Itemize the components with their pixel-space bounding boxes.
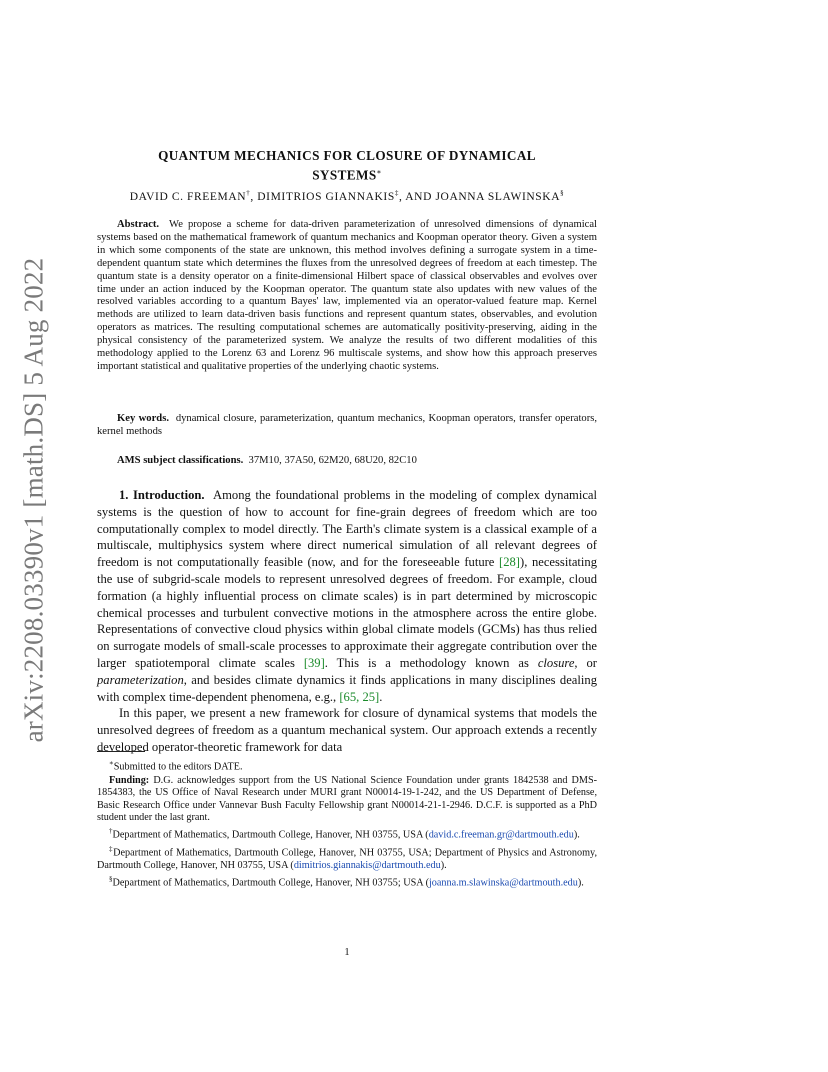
- arxiv-identifier: arXiv:2208.03390v1 [math.DS] 5 Aug 2022: [18, 257, 49, 743]
- page-number: 1: [344, 947, 350, 958]
- citation-link[interactable]: [65, 25]: [339, 689, 380, 704]
- abstract-label: Abstract.: [117, 219, 160, 230]
- abstract: [97, 219, 597, 374]
- email-link[interactable]: david.c.freeman.gr@dartmouth.edu: [428, 829, 574, 841]
- footnote-rule: [97, 751, 145, 752]
- paragraph: In this paper, we present a new framework for closure of dynamical systems that models the unresolved degrees of freedom as a quantum mechanical system. Our approach extends a recently developed operator-theoretic framework for data: [97, 706, 597, 754]
- email-link[interactable]: dimitrios.giannakis@dartmouth.edu: [293, 860, 441, 872]
- introduction-section: 1. Introduction. Among the foundational problems in the modeling of complex dynamical systems is the question of how to account for fine-grain degrees of freedom which are too computationally complex to model directly. The Earth's climate system is a classical example of a multiscale, multiphysics system where direct numerical simulation of all relevant degrees of freedom is not computationally feasible (now, and for the foreseeable future [28]), necessitating the use of subgrid-scale models to represent unresolved degrees of freedom. For example, cloud formation (a highly influential process on climate scales) is in part determined by microscopic chemical processes and turbulent convective motions in the atmosphere across the entire globe. Representations of convective cloud physics within global climate models (GCMs) has thus relied on surrogate models of small-scale processes to approximate their aggregate contribution over the larger spatiotemporal climate scales [39]. This is a methodology known as closure, or parameterization, and besides climate dynamics it finds applications in many disciplines dealing with complex time-dependent phenomena, e.g., [65, 25]. In this paper, we present a new framework for closure of dynamical systems that models the unresolved degrees of freedom as a quantum mechanical system. Our approach extends a recently developed operator-theoretic framework for data: [97, 488, 598, 754]
- email-link[interactable]: joanna.m.slawinska@dartmouth.edu: [428, 877, 578, 889]
- author-list: DAVID C. FREEMAN†, DIMITRIOS GIANNAKIS‡, AND JOANNA SLAWINSKA§: [129, 189, 565, 203]
- citation-link[interactable]: [39]: [303, 655, 325, 670]
- citation-link[interactable]: [28]: [499, 555, 520, 570]
- abstract-text: We propose a scheme for data-driven parameterization of unresolved dimensions of dynamical systems based on the mathematical framework of quantum mechanics and Koopman operator theory. Given a system in which some components of the state are unknown, this method involves defining a surrogate system in a time-dependent quantum state which determines the fluxes from the unresolved degrees of freedom at each timestep. The quantum state is a density operator on a finite-dimensional Hilbert space of classical observables and evolves over time under an action induced by the Koopman operator. The quantum state also updates with new values of the resolved variables according to a quantum Bayes' law, implemented via an operator-valued feature map. Kernel methods are utilized to learn data-driven basis functions and represent quantum states, observables, and evolution operators as matrices. The resulting computational schemes are automatically positivity-preserving, aiding in the physical consistency of the parameterized system. We analyze the results of two different modalities of this methodology applied to the Lorenz 63 and Lorenz 96 multiscale systems, and show how this approach preserves important statistical and qualitative properties of the underlying chaotic systems.: [97, 219, 597, 372]
- section-heading: 1. Introduction.: [119, 488, 205, 502]
- arxiv-side-stamp: [0, 0, 60, 1072]
- ams-classifications: AMS subject classifications. 37M10, 37A50, 62M20, 68U20, 82C10: [117, 455, 417, 466]
- keywords: Key words. dynamical closure, parameterization, quantum mechanics, Koopman operators, transfer operators, kernel methods: [97, 413, 598, 437]
- footnotes: ∗Submitted to the editors DATE. Funding: D.G. acknowledges support from the US National Science Foundation under grants 1842538 and DMS-1854383, the US Office of Naval Research under MURI grant N00014-19-1-242, and the US Department of Defense, Basic Research Office under Vannevar Bush Faculty Fellowship grant N00014-21-1-2946. D.C.F. is supported as a PhD student under the last grant. †Department of Mathematics, Dartmouth College, Hanover, NH 03755, USA (david.c.freeman.gr@dartmouth.edu). ‡Department of Mathematics, Dartmouth College, Hanover, NH 03755, USA; Department of Physics and Astronomy, Dartmouth College, Hanover, NH 03755, USA (dimitrios.giannakis@dartmouth.edu). §Department of Mathematics, Dartmouth College, Hanover, NH 03755; USA (joanna.m.slawinska@dartmouth.edu).: [97, 759, 598, 889]
- paper-title: QUANTUM MECHANICS FOR CLOSURE OF DYNAMICAL SYSTEMS∗: [158, 148, 536, 183]
